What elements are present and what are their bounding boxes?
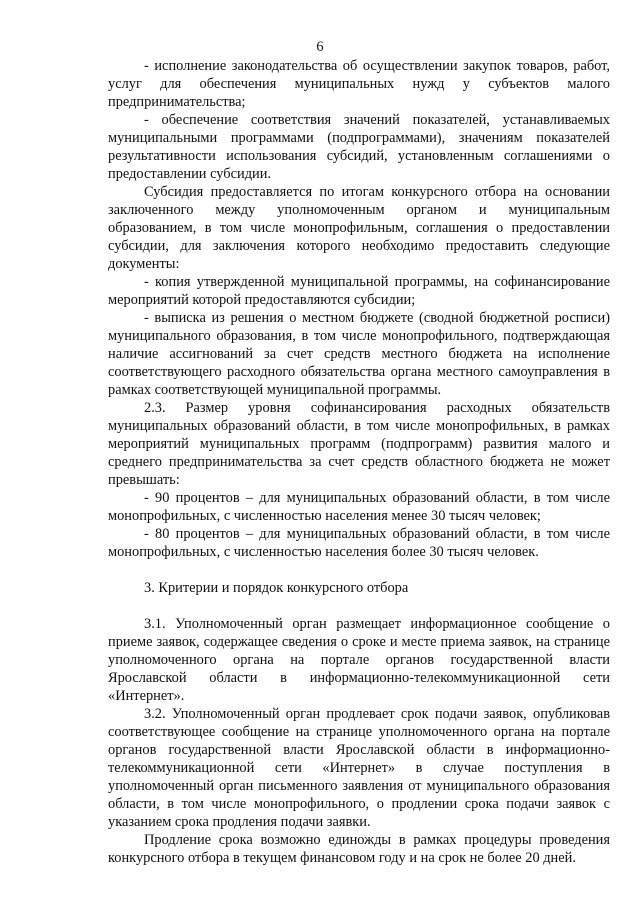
spacer xyxy=(108,597,610,615)
document-body xyxy=(108,57,610,867)
paragraph: - 90 процентов – для муниципальных образований области, в том числе монопрофильных, с численностью населения менее 30 тысяч человек; xyxy=(108,490,610,524)
paragraph: 3.1. Уполномоченный орган размещает информационное сообщение о приеме заявок, содержащее сведения о сроке и месте приема заявок, на странице уполномоченного органа на портале органов государственной власти Ярославской области в информационно-телекоммуникационной сети «Интернет». xyxy=(108,616,610,704)
paragraph: - копия утвержденной муниципальной программы, на софинансирование мероприятий которой предоставляются субсидии; xyxy=(108,274,610,308)
paragraph: 2.3. Размер уровня софинансирования расходных обязательств муниципальных образований области, в том числе монопрофильных, в рамках мероприятий муниципальных программ (подпрограмм) развития малого и среднего предпринимательства за счет средств областного бюджета не может превышать: xyxy=(108,400,610,488)
paragraph: Продление срока возможно единожды в рамках процедуры проведения конкурсного отбора в текущем финансовом году и на срок не более 20 дней. xyxy=(108,832,610,866)
section-heading: 3. Критерии и порядок конкурсного отбора xyxy=(144,580,409,596)
paragraph: - обеспечение соответствия значений показателей, устанавливаемых муниципальными программами (подпрограммами), значениям показателей результативности использования субсидий, установленным соглашениями о предоставлении субсидии. xyxy=(108,112,610,182)
page-number: 6 xyxy=(316,39,324,55)
spacer xyxy=(108,561,610,579)
paragraph: - исполнение законодательства об осуществлении закупок товаров, работ, услуг для обеспечения муниципальных нужд у субъектов малого предпринимательства; xyxy=(108,58,610,110)
paragraph: 3.2. Уполномоченный орган продлевает срок подачи заявок, опубликовав соответствующее сообщение на странице уполномоченного органа на портале органов государственной власти Ярославской области в информационно-телекоммуникационной сети «Интернет» в случае поступления в уполномоченный орган письменного заявления от муниципального образования области, в том числе монопрофильного, о продлении срока подачи заявок с указанием срока продления подачи заявки. xyxy=(108,706,610,830)
paragraph: - выписка из решения о местном бюджете (сводной бюджетной росписи) муниципального образования, в том числе монопрофильного, подтверждающая наличие ассигнований за счет средств местного бюджета на исполнение соответствующего расходного обязательства органа местного самоуправления в рамках соответствующей муниципальной программы. xyxy=(108,310,610,398)
paragraph: - 80 процентов – для муниципальных образований области, в том числе монопрофильных, с численностью населения более 30 тысяч человек. xyxy=(108,526,610,560)
paragraph: Субсидия предоставляется по итогам конкурсного отбора на основании заключенного между уполномоченным органом и муниципальным образованием, в том числе монопрофильным, соглашения о предоставлении субсидии, для заключения которого необходимо предоставить следующие документы: xyxy=(108,184,610,272)
